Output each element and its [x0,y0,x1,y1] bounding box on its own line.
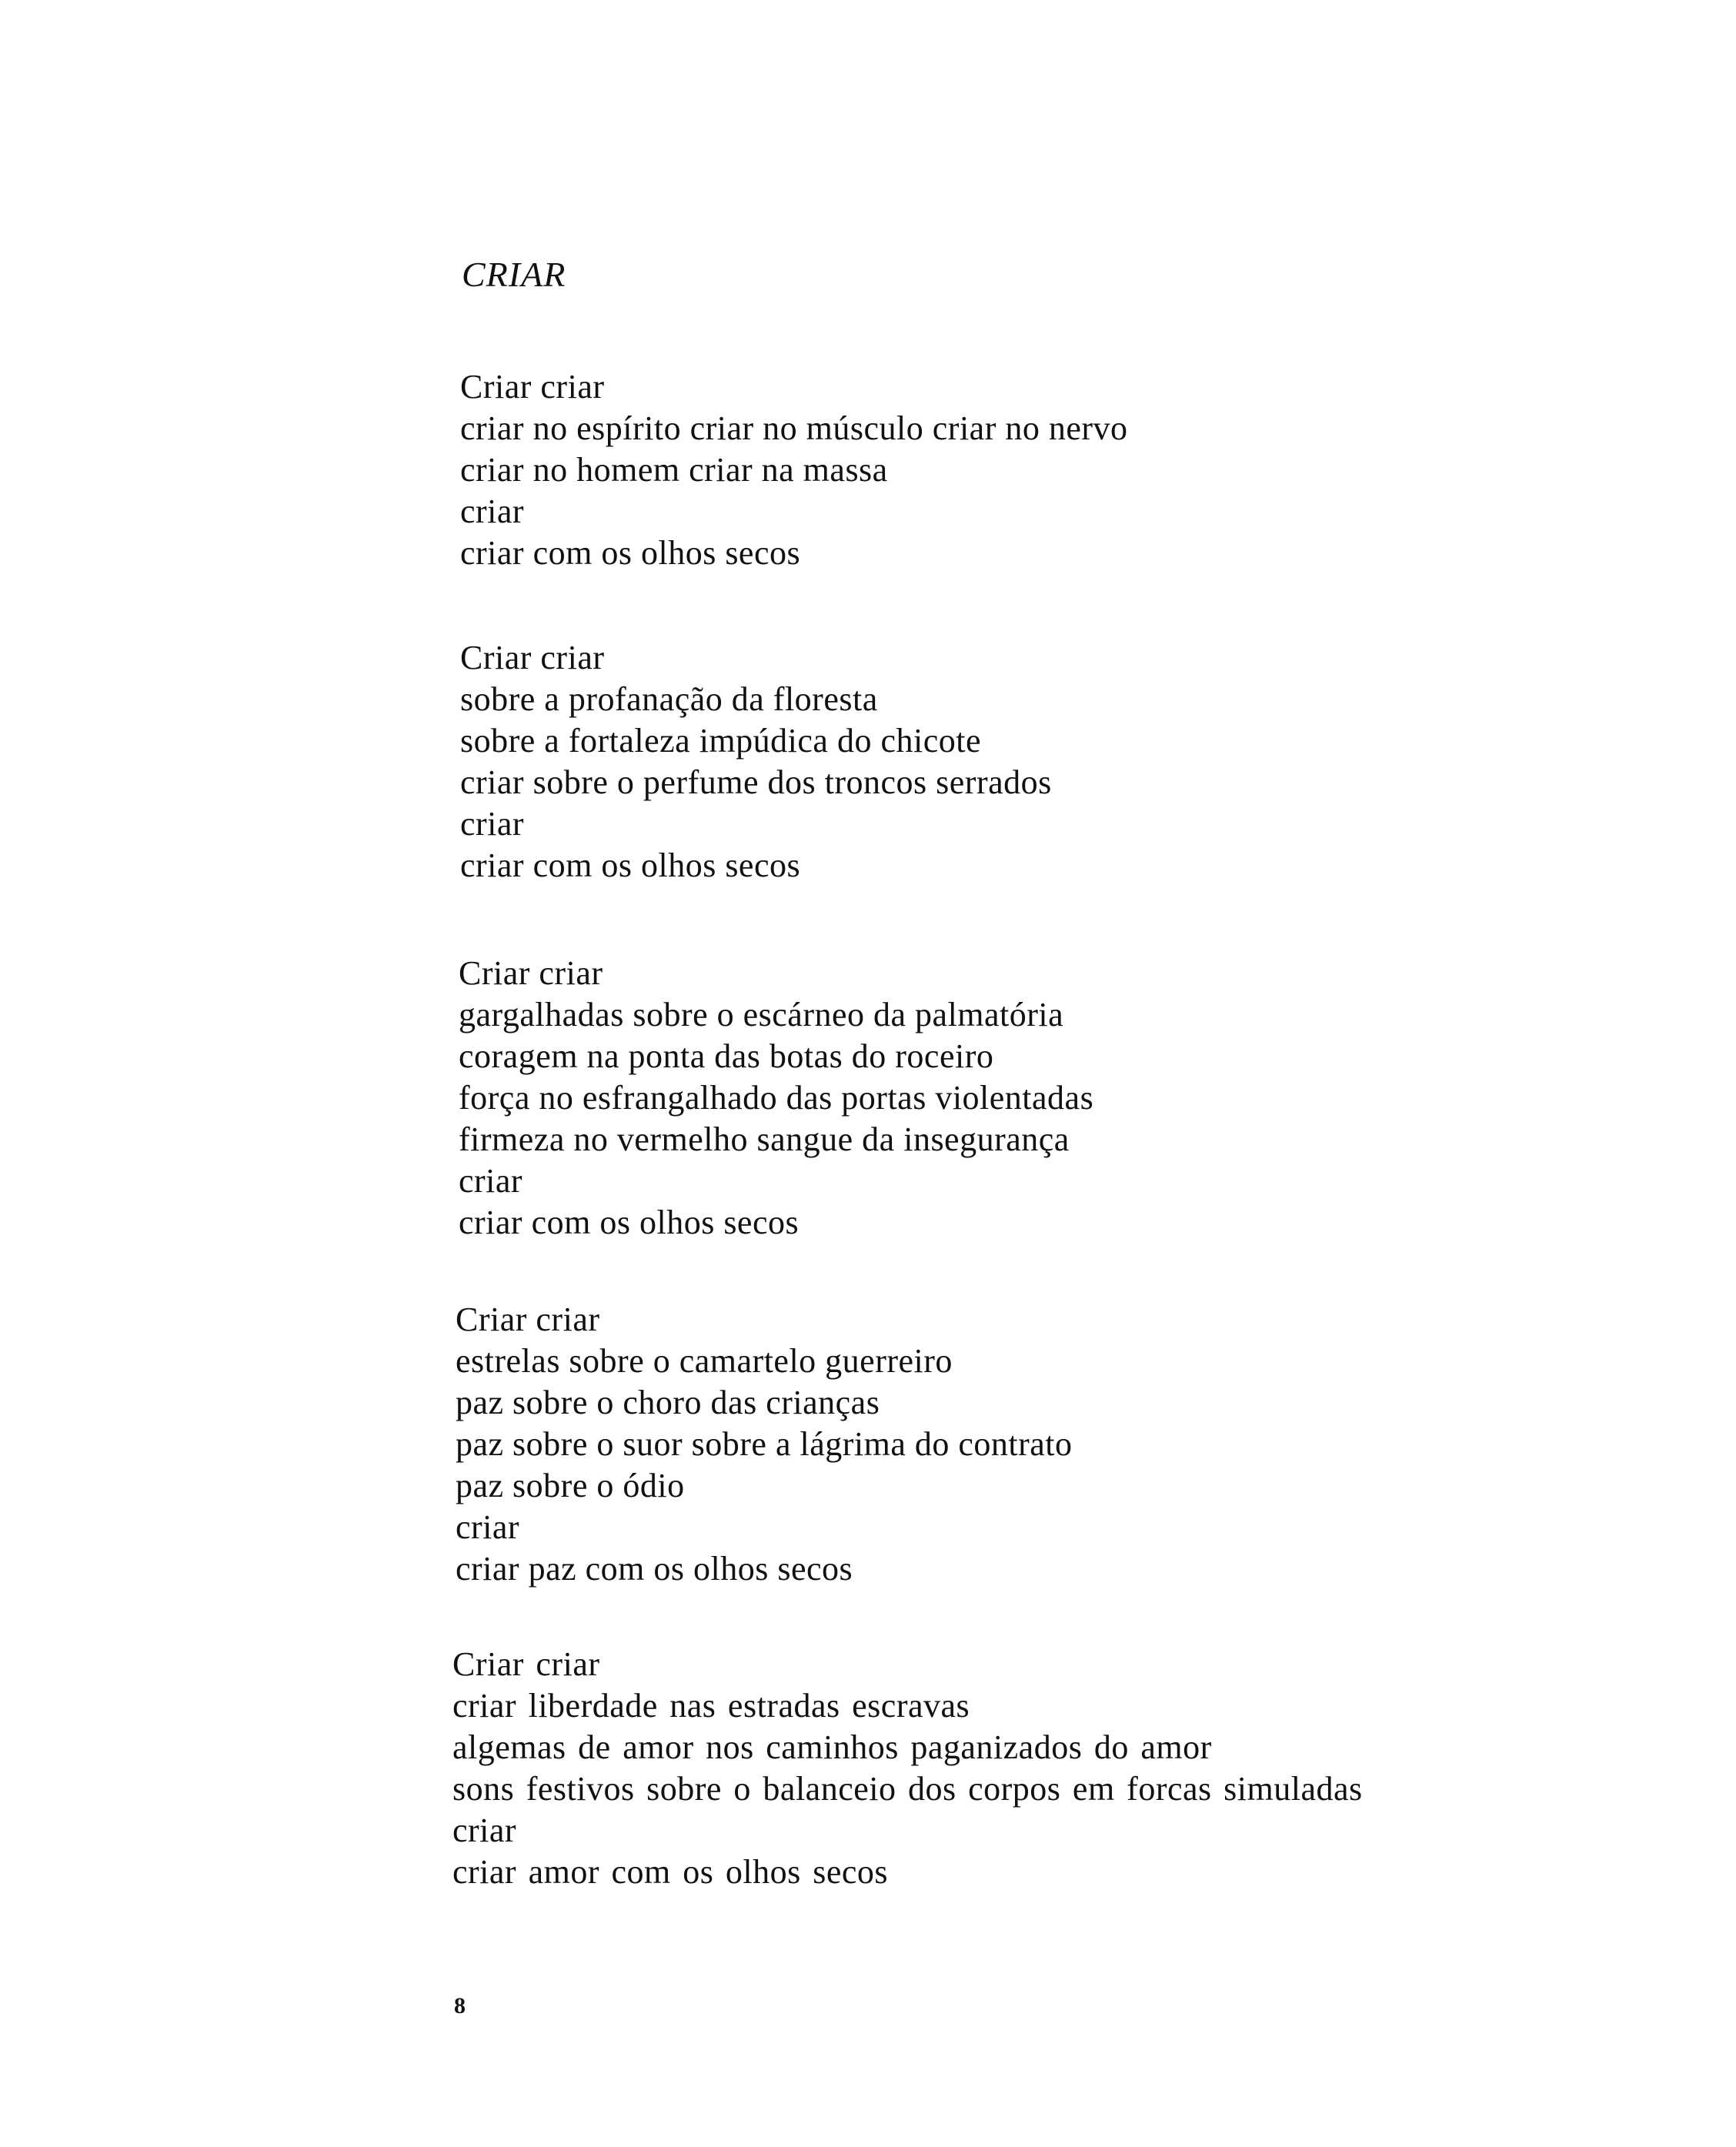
stanza-2 [460,637,1052,887]
poem-line: força no esfrangalhado das portas violentadas [459,1079,1094,1117]
poem-line: criar [452,1811,517,1849]
poem-line: estrelas sobre o camartelo guerreiro [456,1342,953,1380]
poem-line: criar no homem criar na massa [460,451,888,489]
poem-line: paz sobre o ódio [456,1467,685,1504]
poem-line: criar com os olhos secos [460,846,801,884]
poem-line: criar liberdade nas estradas escravas [452,1687,970,1725]
poem-line: sobre a profanação da floresta [460,680,878,718]
poem-line: Criar criar [452,1645,600,1683]
poem-line: sons festivos sobre o balanceio dos corpos em forcas simuladas [452,1770,1363,1808]
poem-line: Criar criar [460,639,605,676]
poem-line: criar paz com os olhos secos [456,1550,853,1588]
poem-line: criar [460,805,525,843]
poem-line: firmeza no vermelho sangue da insegurança [459,1120,1070,1158]
poem-line: coragem na ponta das botas do roceiro [459,1037,994,1075]
poem-line: sobre a fortaleza impúdica do chicote [460,722,981,760]
poem-line: algemas de amor nos caminhos paganizados do amor [452,1728,1212,1766]
stanza-4 [456,1299,1073,1590]
poem-line: Criar criar [456,1301,600,1338]
poem-title: CRIAR [462,255,566,294]
poem-line: criar com os olhos secos [459,1204,800,1241]
poem-line: Criar criar [459,954,603,992]
poem-line: gargalhadas sobre o escárneo da palmatória [459,996,1064,1033]
stanza-5 [452,1644,1363,1893]
page-number: 8 [454,1993,466,2018]
poem-line: criar amor com os olhos secos [452,1853,889,1891]
poem-line: criar sobre o perfume dos troncos serrados [460,763,1052,801]
poem-line: criar [459,1162,523,1200]
poem-line: criar [460,493,525,530]
poem-line: paz sobre o choro das crianças [456,1384,880,1421]
stanza-3 [459,953,1093,1244]
poem-line: Criar criar [460,368,605,406]
poem-line: paz sobre o suor sobre a lágrima do contrato [456,1425,1073,1463]
poem-line: criar com os olhos secos [460,534,801,572]
stanza-1 [460,366,1128,574]
poem-line: criar [456,1508,520,1546]
poem-line: criar no espírito criar no músculo criar no nervo [460,409,1128,447]
